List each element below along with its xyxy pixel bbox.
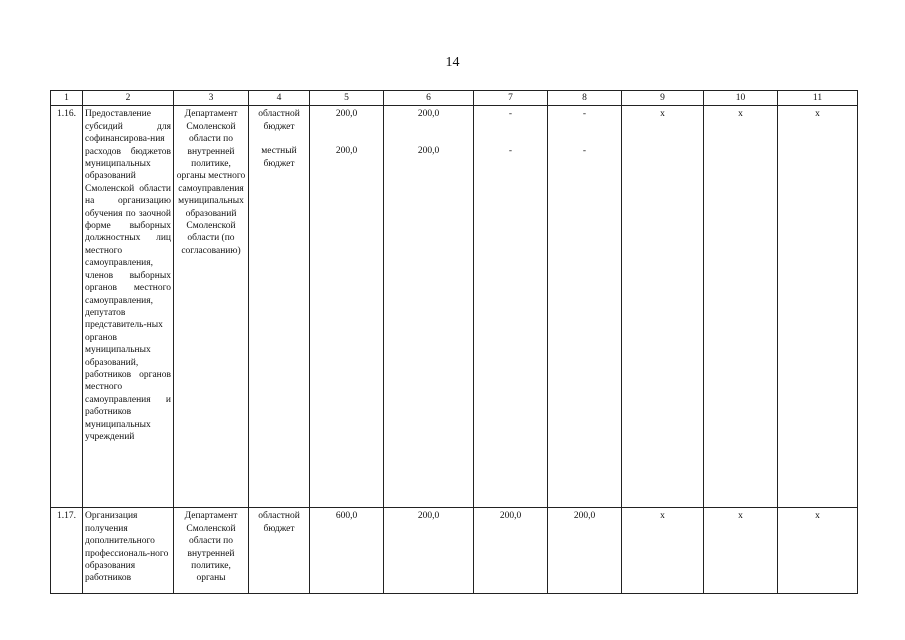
page-number: 14	[445, 55, 460, 70]
row-number: 1.17.	[51, 508, 83, 594]
column-number: 4	[249, 91, 310, 106]
funding-source-local: местный бюджет	[261, 146, 297, 169]
value-cell: 200,0	[335, 145, 358, 156]
measure-name: Предоставление субсидий для софинансирова-ния расходов бюджетов муниципальных образований Смоленской области на организацию обучения по заочной форме выборных должностных лиц местного самоуправления, членов выборных органов местного самоуправления, депутатов представитель-ных органов муниципальных образований, работников органов местного самоуправления и работников муниципальных учреждений	[83, 106, 174, 508]
value-cell: -	[508, 145, 513, 156]
table-row	[51, 106, 858, 508]
column-number: 8	[548, 91, 622, 106]
value-cell: 200,0	[417, 109, 440, 120]
indicator-cell: x	[778, 508, 858, 594]
column-numbers-row	[51, 91, 858, 106]
funding-source: областной бюджет	[249, 508, 310, 594]
column-number: 5	[310, 91, 384, 106]
funding-source-regional: областной бюджет	[258, 109, 300, 132]
value-cell: -	[582, 145, 587, 156]
funding-source	[249, 106, 310, 508]
indicator-cell: x	[622, 106, 704, 508]
amount-total: 600,0	[310, 508, 384, 594]
amount-total	[310, 106, 384, 508]
amount-year-1: 200,0	[384, 508, 474, 594]
indicator-cell: x	[704, 106, 778, 508]
amount-year-1	[384, 106, 474, 508]
column-number: 1	[51, 91, 83, 106]
column-number: 7	[474, 91, 548, 106]
executor: Департамент Смоленской области по внутренней политике, органы местного самоуправления муниципальных образований Смоленской области (по согласованию)	[174, 106, 249, 508]
indicator-cell: x	[622, 508, 704, 594]
table-row	[51, 508, 858, 594]
column-number: 9	[622, 91, 704, 106]
amount-year-2: 200,0	[474, 508, 548, 594]
program-table	[50, 90, 858, 594]
measure-name: Организация получения дополнительного профессиональ-ного образования работников	[83, 508, 174, 594]
column-number: 11	[778, 91, 858, 106]
value-cell: -	[508, 109, 513, 120]
amount-year-2	[474, 106, 548, 508]
column-number: 6	[384, 91, 474, 106]
value-cell: 200,0	[335, 109, 358, 120]
amount-year-3: 200,0	[548, 508, 622, 594]
executor: Департамент Смоленской области по внутренней политике, органы	[174, 508, 249, 594]
column-number: 2	[83, 91, 174, 106]
indicator-cell: x	[778, 106, 858, 508]
column-number: 3	[174, 91, 249, 106]
indicator-cell: x	[704, 508, 778, 594]
value-cell: 200,0	[417, 145, 440, 156]
amount-year-3	[548, 106, 622, 508]
column-number: 10	[704, 91, 778, 106]
value-cell: -	[582, 109, 587, 120]
row-number: 1.16.	[51, 106, 83, 508]
